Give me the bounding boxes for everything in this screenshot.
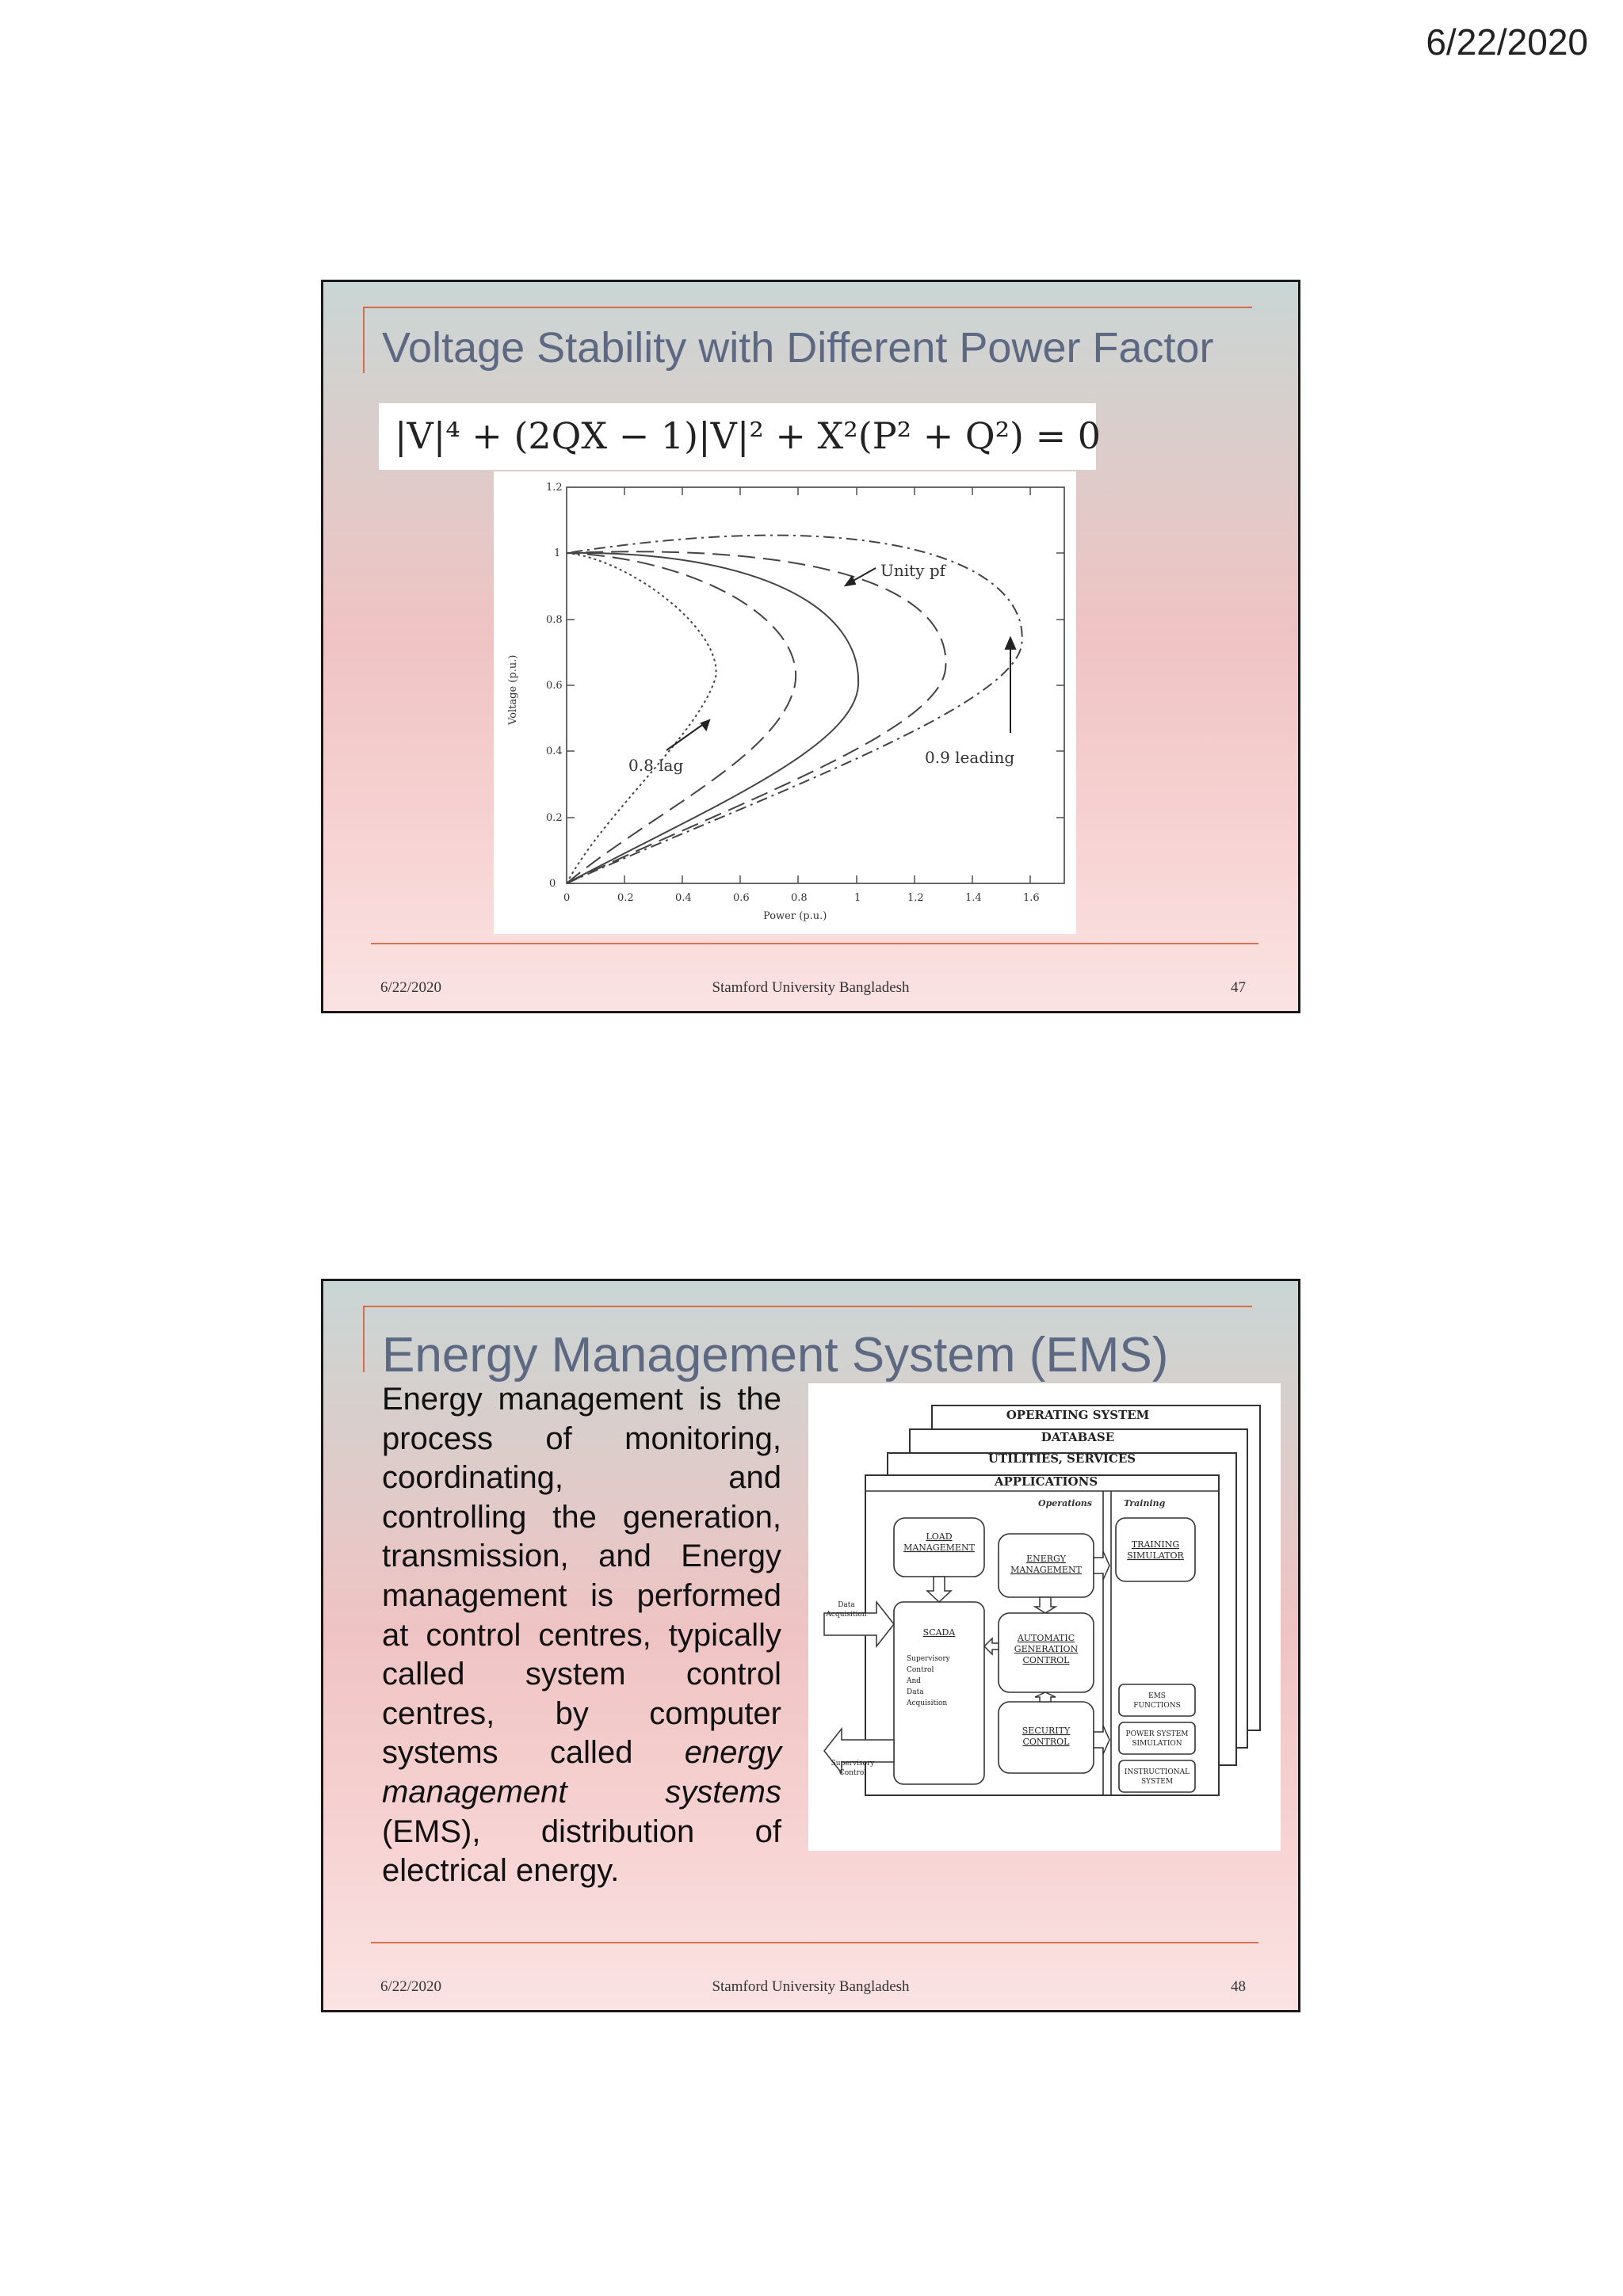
- scada-desc: And: [907, 1677, 922, 1685]
- label-instructional: INSTRUCTIONAL: [1124, 1768, 1190, 1776]
- footer-page-number: 48: [1231, 1978, 1246, 1995]
- y-tick-label: 0.8: [546, 614, 563, 626]
- body-line: systems called energy: [382, 1735, 781, 1771]
- scada-desc: Data: [907, 1688, 924, 1696]
- x-tick-label: 1.6: [1023, 892, 1040, 904]
- scada-desc: Supervisory: [907, 1655, 950, 1663]
- box-instructional-system: [1119, 1760, 1195, 1792]
- annotation-unity-pf: Unity pf: [880, 561, 946, 580]
- footer-date: 6/22/2020: [380, 979, 442, 996]
- equation-box: [379, 403, 1102, 470]
- label-system: SYSTEM: [1140, 1778, 1174, 1786]
- body-line: centres, by computer: [382, 1695, 781, 1731]
- label-supervisory: Supervisory: [831, 1760, 875, 1768]
- y-tick-label: 1: [554, 547, 561, 559]
- body-line: transmission, and Energy: [382, 1539, 781, 1574]
- page-date: 6/22/2020: [1426, 21, 1588, 63]
- slide-title: Voltage Stability with Different Power Factor: [382, 324, 1214, 372]
- scada-desc: Acquisition: [907, 1699, 948, 1707]
- label-energy: ENERGY: [1026, 1554, 1066, 1564]
- x-tick-label: 0.4: [675, 892, 692, 904]
- curve-0.8-lag: [567, 553, 716, 883]
- label-sup-control: Control: [838, 1769, 867, 1777]
- italic-term: management systems: [382, 1774, 781, 1810]
- body-paragraph: [382, 1380, 781, 1891]
- body-line: coordinating, and: [382, 1460, 781, 1496]
- x-axis-label: Power (p.u.): [763, 910, 827, 922]
- italic-term: energy: [684, 1735, 781, 1771]
- x-tick-label: 0.2: [617, 892, 634, 904]
- box-training-simulator: [1116, 1518, 1195, 1581]
- label-load: LOAD: [926, 1531, 953, 1542]
- footer-page-number: 47: [1231, 979, 1246, 996]
- footer-institution: Stamford University Bangladesh: [712, 979, 910, 996]
- label-applications: APPLICATIONS: [994, 1474, 1098, 1489]
- body-line: called system control: [382, 1657, 781, 1692]
- curve-unity-pf: [567, 553, 858, 883]
- label-training: Training: [1124, 1498, 1166, 1508]
- label-simulation: SIMULATION: [1132, 1740, 1182, 1748]
- pv-curve-chart: [494, 471, 1076, 934]
- footer-institution: Stamford University Bangladesh: [712, 1978, 910, 1995]
- curve-0.9-leading: [567, 536, 1022, 883]
- slide-title: Energy Management System (EMS): [382, 1328, 1169, 1383]
- body-line: electrical energy.: [382, 1853, 620, 1889]
- label-security: SECURITY: [1022, 1726, 1071, 1736]
- body-line: at control centres, typically: [382, 1617, 781, 1653]
- label-acquisition: Acquisition: [826, 1611, 867, 1619]
- label-data: Data: [838, 1601, 855, 1609]
- equation: |V|⁴ + (2QX − 1)|V|² + X²(P² + Q²) = 0: [395, 414, 1102, 457]
- footer-line: [371, 943, 1258, 944]
- y-axis-label: Voltage (p.u.): [507, 654, 519, 725]
- arrow-lag: [666, 723, 705, 750]
- label-energy-mgmt: MANAGEMENT: [1010, 1565, 1082, 1575]
- y-tick-label: 0: [549, 878, 556, 890]
- label-functions: FUNCTIONS: [1133, 1702, 1181, 1710]
- x-tick-label: 1.2: [907, 892, 924, 904]
- label-simulator: SIMULATOR: [1127, 1550, 1184, 1561]
- box-ems-functions: [1119, 1684, 1195, 1716]
- slide-48: [321, 1279, 1300, 2012]
- label-ems: EMS: [1148, 1692, 1166, 1700]
- title-accent-bar: [363, 1306, 365, 1372]
- label-agc-2: GENERATION: [1014, 1644, 1079, 1654]
- body-line: Energy management is the: [382, 1382, 781, 1417]
- y-tick-label: 0.2: [546, 812, 563, 824]
- x-ticks: [624, 487, 1030, 883]
- footer-line: [371, 1942, 1258, 1943]
- title-accent-line: [363, 1306, 1252, 1307]
- body-line: controlling the generation,: [382, 1499, 781, 1535]
- x-tick-label: 0: [563, 892, 571, 904]
- ems-architecture-diagram: [808, 1383, 1281, 1851]
- y-ticks: [567, 553, 1064, 883]
- label-database: DATABASE: [1041, 1430, 1115, 1444]
- box-power-system-sim: [1119, 1722, 1195, 1754]
- annotation-0.9-leading: 0.9 leading: [925, 748, 1015, 767]
- label-management: MANAGEMENT: [903, 1543, 975, 1553]
- body-line: process of monitoring,: [382, 1421, 781, 1456]
- scada-desc: Control: [907, 1666, 934, 1674]
- body-line: management is performed: [382, 1577, 781, 1613]
- title-accent-line: [363, 307, 1252, 308]
- y-tick-label: 1.2: [546, 482, 563, 494]
- label-control: CONTROL: [1022, 1737, 1070, 1747]
- y-tick-label: 0.6: [546, 680, 563, 692]
- label-operations: Operations: [1038, 1498, 1092, 1508]
- x-tick-label: 1.4: [965, 892, 982, 904]
- curve-lead-mid: [567, 551, 945, 883]
- title-accent-bar: [363, 307, 365, 373]
- x-tick-label: 0.8: [791, 892, 808, 904]
- y-tick-label: 0.4: [546, 746, 563, 757]
- slide-47: [321, 280, 1300, 1013]
- label-power-system: POWER SYSTEM: [1125, 1730, 1189, 1738]
- label-agc-3: CONTROL: [1022, 1655, 1070, 1665]
- body-line: (EMS), distribution of: [382, 1814, 781, 1849]
- label-training-sim: TRAINING: [1131, 1539, 1180, 1550]
- label-scada: SCADA: [922, 1627, 956, 1638]
- x-tick-label: 1: [854, 892, 861, 904]
- body-line: [382, 1773, 781, 1813]
- label-agc-1: AUTOMATIC: [1017, 1633, 1075, 1643]
- label-utilities: UTILITIES, SERVICES: [987, 1451, 1136, 1466]
- footer-date: 6/22/2020: [380, 1978, 442, 1995]
- annotation-0.8-lag: 0.8 lag: [628, 756, 684, 775]
- x-tick-label: 0.6: [733, 892, 750, 904]
- label-operating-system: OPERATING SYSTEM: [1006, 1408, 1150, 1422]
